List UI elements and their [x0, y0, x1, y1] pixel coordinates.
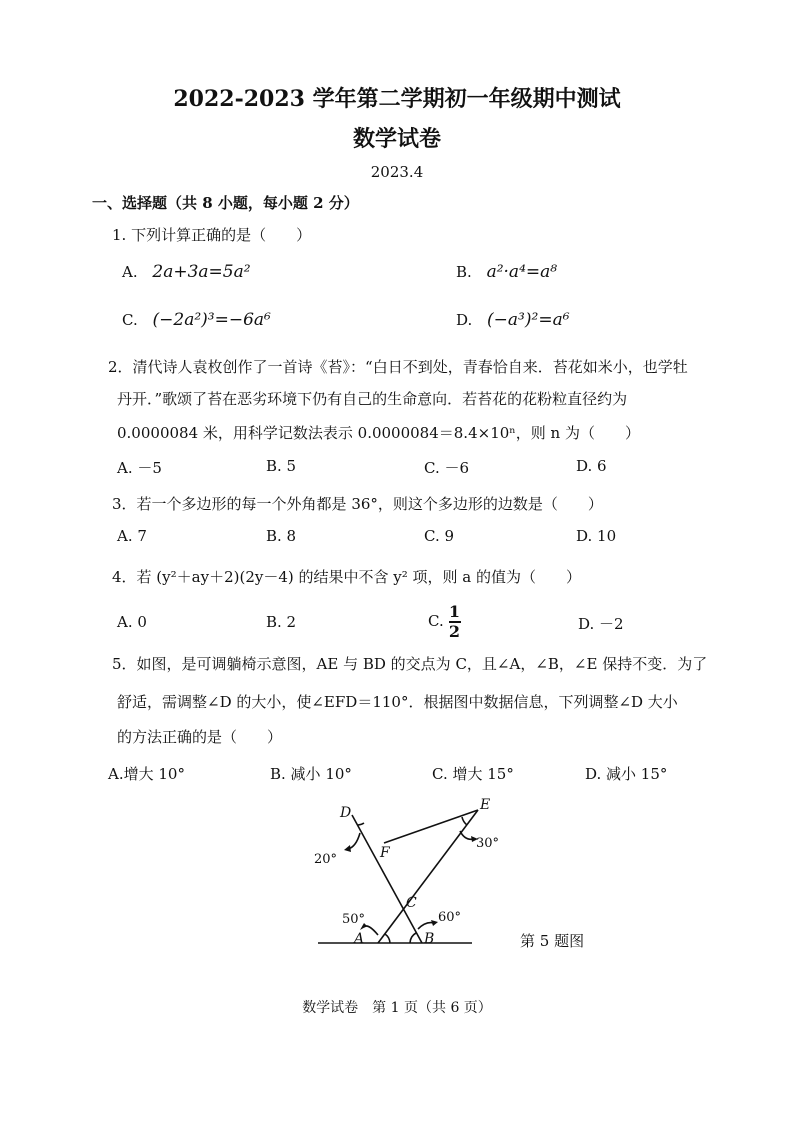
- q5-option-b: B. 减小 10°: [270, 765, 352, 783]
- arrow-b: [418, 923, 434, 929]
- page-footer: 数学试卷 第 1 页（共 6 页）: [302, 1000, 492, 1016]
- angle-label-e: 30°: [476, 836, 500, 851]
- q4-option-b: B. 2: [266, 613, 297, 631]
- angle-arc-d: [358, 823, 364, 825]
- q2-line-1: 2．清代诗人袁枚创作了一首诗《苔》：“白日不到处，青春恰自来．苔花如米小，也学牡: [108, 358, 688, 376]
- q3-option-d: D. 10: [576, 527, 617, 545]
- q1-option-d-letter: D.: [456, 311, 473, 329]
- label-e: E: [480, 797, 491, 813]
- q4-option-c: [428, 603, 461, 641]
- figure-caption: 第 5 题图: [520, 932, 585, 950]
- angle-arc-e: [462, 817, 467, 825]
- q1-option-a: [122, 262, 251, 282]
- q1-option-b: [456, 262, 557, 282]
- q1-option-c-letter: C.: [122, 311, 138, 329]
- q5-option-c: C. 增大 15°: [432, 765, 514, 783]
- label-f: F: [380, 845, 390, 861]
- q1-option-a-letter: A.: [122, 263, 138, 281]
- q2-line-3: 0.0000084 米，用科学记数法表示 0.0000084＝8.4×10ⁿ，则 n 为（ ）: [117, 424, 640, 442]
- q3-stem: 3．若一个多边形的每一个外角都是 36°，则这个多边形的边数是（ ）: [112, 495, 603, 513]
- exam-date: 2023.4: [370, 163, 424, 181]
- angle-label-a: 50°: [342, 912, 366, 927]
- q2-option-b: B. 5: [266, 457, 297, 475]
- section-heading: 一、选择题（共 8 小题，每小题 2 分）: [92, 194, 359, 212]
- q1-option-a-expr: 2a+3a=5a²: [152, 262, 251, 282]
- q3-option-c: C. 9: [424, 527, 455, 545]
- angle-arc-b: [410, 933, 416, 943]
- q5-option-d: D. 减小 15°: [585, 765, 668, 783]
- line-fe: [384, 810, 478, 843]
- label-a: A: [354, 931, 365, 947]
- q1-option-c: [122, 310, 271, 330]
- q1-option-d-expr: (−a³)²=a⁶: [487, 310, 570, 330]
- q3-option-a: A. 7: [117, 527, 147, 545]
- recliner-figure: [300, 795, 500, 955]
- q2-option-d: D. 6: [576, 457, 607, 475]
- q4-option-d: D. －2: [578, 615, 624, 633]
- q2-option-c: C. －6: [424, 459, 470, 477]
- q4-stem: 4．若 (y²＋ay＋2)(2y－4) 的结果中不含 y² 项，则 a 的值为（ ）: [112, 568, 582, 586]
- q5-line-3: 的方法正确的是（ ）: [117, 728, 283, 746]
- q2-line-2: 丹开．”歌颂了苔在恶劣环境下仍有自己的生命意向．若苔花的花粉粒直径约为: [117, 390, 628, 408]
- q4-option-a: A. 0: [117, 613, 147, 631]
- q5-line-1: 5．如图，是可调躺椅示意图，AE 与 BD 的交点为 C，且∠A，∠B，∠E 保持不变．为了: [112, 655, 708, 673]
- label-c: C: [406, 895, 417, 911]
- q5-line-2: 舒适，需调整∠D 的大小，使∠EFD＝110°．根据图中数据信息，下列调整∠D 大小: [117, 693, 678, 711]
- q1-option-b-letter: B.: [456, 263, 472, 281]
- q4-option-c-fraction: [449, 603, 461, 641]
- angle-label-b: 60°: [438, 910, 462, 925]
- q2-option-a: A. －5: [117, 459, 162, 477]
- q1-stem: 1. 下列计算正确的是（ ）: [112, 226, 312, 244]
- angle-arc-a: [385, 934, 390, 943]
- exam-title: 2022-2023 学年第二学期初一年级期中测试: [173, 86, 621, 112]
- exam-subject: 数学试卷: [352, 126, 441, 152]
- q1-option-b-expr: a²·a⁴=a⁸: [486, 262, 558, 282]
- q3-option-b: B. 8: [266, 527, 297, 545]
- q4-option-c-letter: C.: [428, 611, 444, 630]
- q5-option-a: A.增大 10°: [108, 765, 185, 783]
- label-d: D: [340, 805, 352, 821]
- q1-option-c-expr: (−2a²)³=−6a⁶: [152, 310, 271, 330]
- angle-label-d: 20°: [314, 852, 338, 867]
- arrow-a: [364, 926, 378, 935]
- q1-option-d: [456, 310, 570, 330]
- label-b: B: [424, 931, 435, 947]
- fraction-numerator: 1: [448, 602, 461, 621]
- fraction-denominator: 2: [448, 621, 461, 641]
